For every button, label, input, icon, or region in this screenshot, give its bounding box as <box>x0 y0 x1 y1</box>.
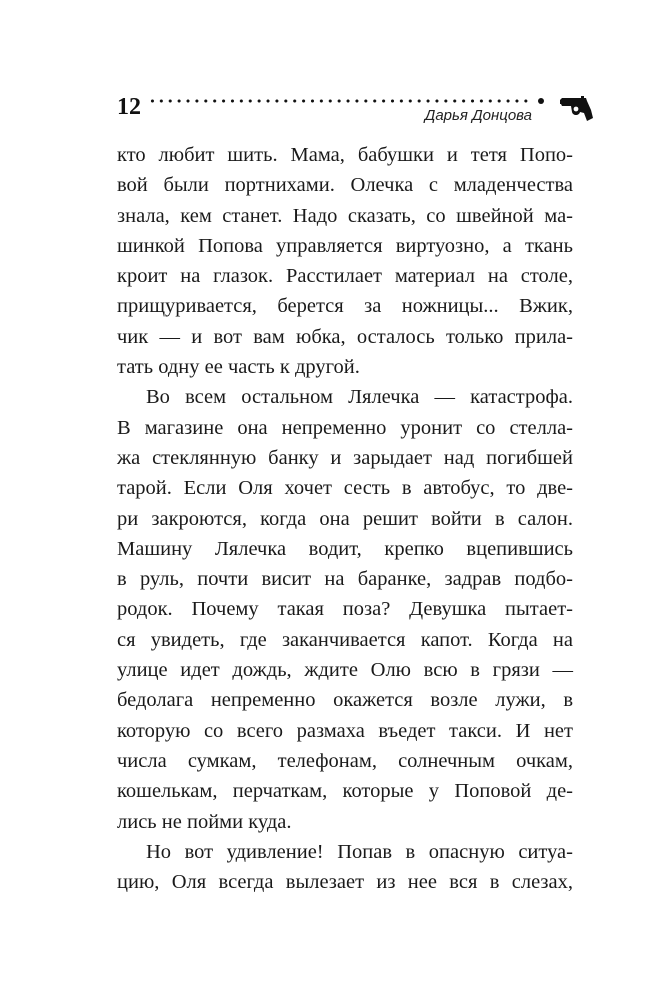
text-line: чик — и вот вам юбка, осталось только прила- <box>117 325 573 348</box>
text-line: числа сумкам, телефонам, солнечным очкам, <box>117 749 573 772</box>
text-line: тарой. Если Оля хочет сесть в автобус, то две- <box>117 477 573 500</box>
page-number: 12 <box>117 94 141 120</box>
text-line: кошелькам, перчаткам, которые у Поповой де- <box>117 780 573 803</box>
text-line: кто любит шить. Мама, бабушки и тетя Попо- <box>117 144 573 166</box>
text-line: Но вот удивление! Попав в опасную ситуа- <box>146 840 573 863</box>
text-line: В магазине она непременно уронит со стелла- <box>117 416 573 439</box>
text-line: улице идет дождь, ждите Олю всю в грязи — <box>117 659 573 682</box>
author-name: Дарья Донцова <box>424 107 532 124</box>
text-line: жа стеклянную банку и зарыдает над погибшей <box>117 446 573 469</box>
running-header <box>117 93 592 133</box>
text-line: ри закроются, когда она решит войти в салон. <box>117 507 573 530</box>
body-text <box>117 140 573 897</box>
text-line: цию, Оля всегда вылезает из нее вся в слезах, <box>117 871 573 894</box>
leader-end-dot <box>538 98 544 104</box>
text-line: Во всем остальном Лялечка — катастрофа. <box>146 386 573 409</box>
text-line: кроит на глазок. Расстилает материал на столе, <box>117 265 573 288</box>
dotted-leader <box>148 99 533 103</box>
text-line: бедолага непременно окажется возле лужи, в <box>117 689 573 712</box>
revolver-icon <box>559 96 593 122</box>
text-line: лись не пойми куда. <box>117 810 292 833</box>
text-line: в руль, почти висит на баранке, задрав подбо- <box>117 568 573 591</box>
text-line: родок. Почему такая поза? Девушка пытает- <box>117 598 573 621</box>
text-line: которую со всего размаха въедет такси. И нет <box>117 719 573 742</box>
text-line: ся увидеть, где заканчивается капот. Когда на <box>117 628 573 651</box>
text-line: тать одну ее часть к другой. <box>117 356 360 379</box>
text-line: знала, кем станет. Надо сказать, со швейной ма- <box>117 204 573 227</box>
text-line: шинкой Попова управляется виртуозно, а ткань <box>117 234 573 257</box>
text-line: вой были портнихами. Олечка с младенчества <box>117 174 573 197</box>
text-line: прищуривается, берется за ножницы... Вжик, <box>117 295 573 318</box>
text-line: Машину Лялечка водит, крепко вцепившись <box>117 537 573 560</box>
